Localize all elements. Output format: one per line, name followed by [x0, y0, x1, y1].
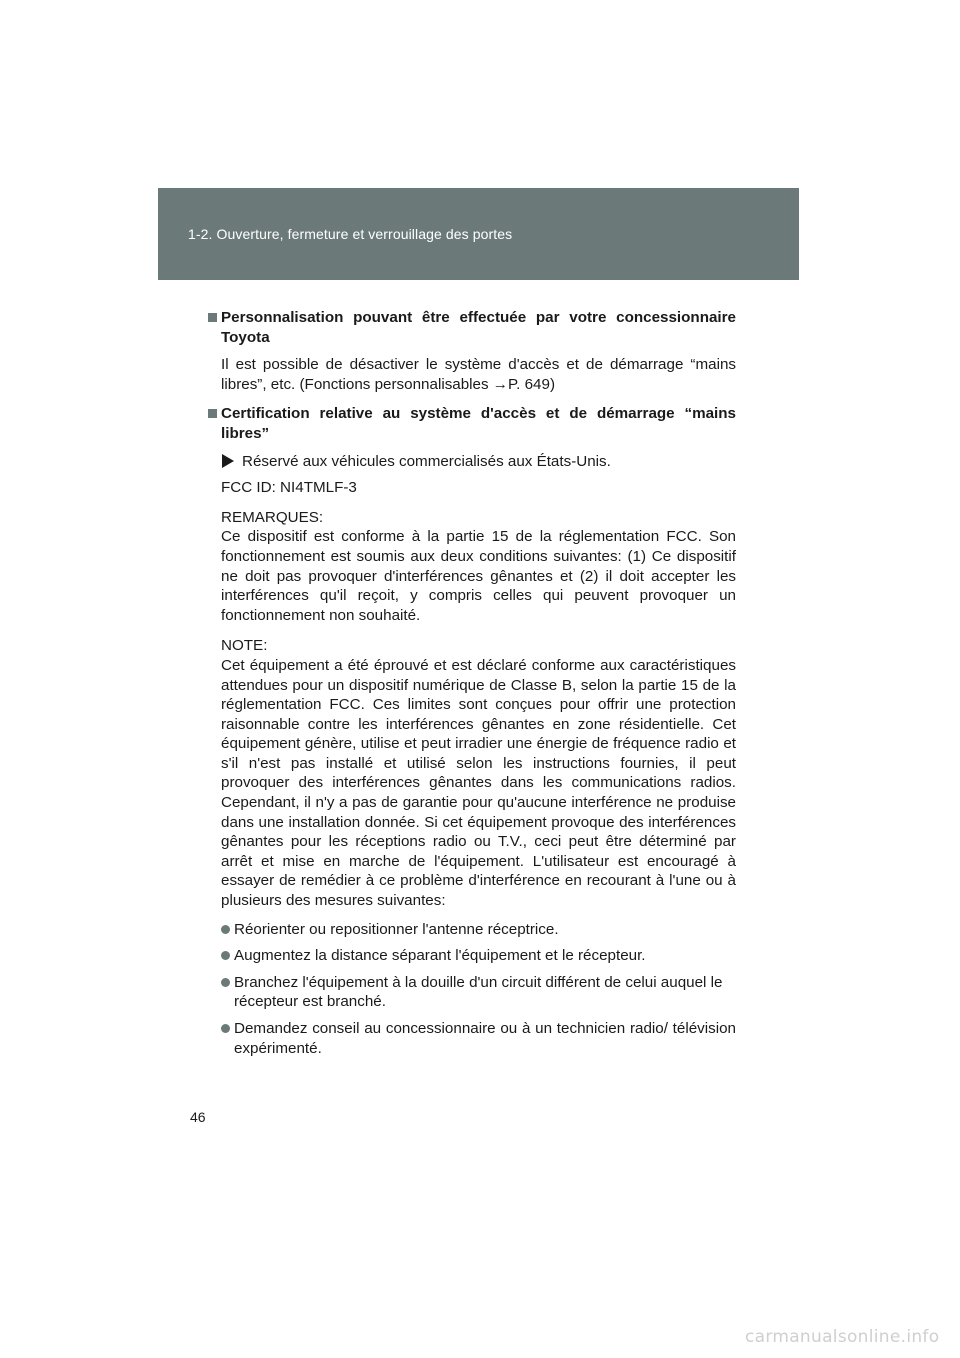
section-title: 1-2. Ouverture, fermeture et verrouillage des portes [188, 226, 513, 242]
triangle-arrow-icon [222, 454, 234, 468]
heading-personnalisation [208, 308, 736, 347]
fcc-id: FCC ID: NI4TMLF-3 [221, 479, 357, 497]
heading-text: Certification relative au système d'accès et de démarrage “mains libres” [221, 405, 736, 442]
list-item: Augmentez la distance séparant l'équipement et le récepteur. [221, 946, 736, 966]
heading-text: Personnalisation pouvant être effectuée par votre concessionnaire Toyota [221, 309, 736, 346]
region-note-text: Réservé aux véhicules commercialisés aux États-Unis. [242, 452, 611, 470]
list-item: Réorienter ou repositionner l'antenne réceptrice. [221, 920, 736, 940]
list-item: Demandez conseil au concessionnaire ou à un technicien radio/ télévision expérimenté. [221, 1019, 736, 1058]
circle-bullet-icon [221, 978, 230, 987]
section-header-band [158, 188, 799, 280]
note-label: NOTE: [221, 637, 268, 655]
watermark: carmanualsonline.info [745, 1327, 940, 1347]
remarques-label: REMARQUES: [221, 508, 324, 526]
page-number: 46 [190, 1109, 206, 1125]
list-item: Branchez l'équipement à la douille d'un circuit différent de celui auquel le récepteur est branché. [221, 973, 736, 1012]
circle-bullet-icon [221, 951, 230, 960]
region-note [221, 452, 736, 472]
square-bullet-icon [208, 409, 217, 418]
circle-bullet-icon [221, 1024, 230, 1033]
remarques-body: Ce dispositif est conforme à la partie 15 de la réglementation FCC. Son fonctionnement est soumis aux deux conditions suivantes: (1) Ce dispositif ne doit pas provoquer d'interférences gênantes et (2) il doit accepter les interférences qu'il reçoit, y compris celles qui peuvent provoquer un fonctionnement non souhaité. [221, 528, 736, 624]
personnalisation-body: Il est possible de désactiver le système d'accès et de démarrage “mains libres”, etc. (Fonctions personnalisables →P. 649) [221, 356, 736, 393]
page-content [208, 308, 736, 1065]
note-body: Cet équipement a été éprouvé et est déclaré conforme aux caractéristiques attendues pour un dispositif numérique de Classe B, selon la partie 15 de la réglementation FCC. Ces limites sont conçues pour offrir une protection raisonnable contre les interférences gênantes en zone résidentielle. Cet équipement génère, utilise et peut irradier une énergie de fréquence radio et s'il n'est pas installé et utilisé selon les instructions fournies, il peut provoquer des interférences gênantes dans les communications radios. Cependant, il n'y a pas de garantie pour qu'aucune interférence ne produise dans une installation donnée. Si cet équipement provoque des interférences gênantes pour les réceptions radio ou T.V., ceci peut être déterminé par arrêt et mise en marche de l'équipement. L'utilisateur est encouragé à essayer de remédier à ce problème d'interférence en recourant à l'une ou à plusieurs des mesures suivantes: [221, 656, 736, 910]
square-bullet-icon [208, 313, 217, 322]
circle-bullet-icon [221, 925, 230, 934]
heading-certification [208, 404, 736, 443]
